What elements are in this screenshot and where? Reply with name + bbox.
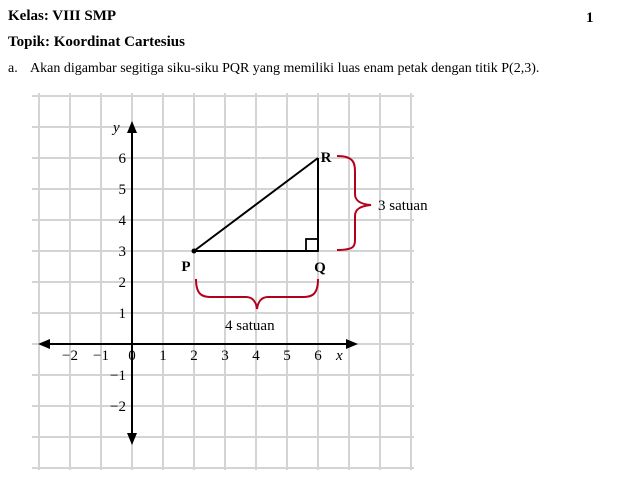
x-tick-label: −2 bbox=[62, 348, 78, 364]
class-label: Kelas: VIII SMP bbox=[8, 8, 117, 24]
vertex-label-r: R bbox=[320, 150, 332, 166]
grid bbox=[32, 93, 414, 470]
vertex-label-p: P bbox=[181, 259, 191, 275]
y-tick-label: 1 bbox=[118, 306, 126, 322]
x-tick-label: 1 bbox=[159, 348, 167, 364]
x-axis-arrow-right bbox=[346, 339, 358, 349]
vertex-label-q: Q bbox=[314, 260, 326, 276]
vertical-measure-label: 3 satuan bbox=[378, 198, 428, 214]
y-tick-label: −1 bbox=[110, 368, 126, 384]
annotations bbox=[196, 156, 428, 334]
point-p bbox=[192, 249, 197, 254]
topic-label: Topik: Koordinat Cartesius bbox=[8, 34, 185, 50]
y-tick-label: 6 bbox=[118, 151, 126, 167]
y-tick-label: −2 bbox=[110, 399, 126, 415]
x-tick-label: 6 bbox=[314, 348, 322, 364]
horizontal-measure-label: 4 satuan bbox=[225, 318, 275, 334]
x-axis-label: x bbox=[336, 348, 343, 364]
x-tick-label: 4 bbox=[252, 348, 260, 364]
y-axis-label: y bbox=[113, 120, 120, 136]
y-axis-arrow-down bbox=[127, 433, 137, 445]
y-tick-label: 5 bbox=[118, 182, 126, 198]
question-text: Akan digambar segitiga siku-siku PQR yang memiliki luas enam petak dengan titik P(2,3). bbox=[30, 61, 540, 76]
y-tick-label: 3 bbox=[118, 244, 126, 260]
x-tick-label: 0 bbox=[128, 348, 136, 364]
x-tick-label: −1 bbox=[93, 348, 109, 364]
right-angle-marker bbox=[306, 239, 318, 251]
question-number: a. bbox=[8, 61, 18, 76]
y-tick-label: 4 bbox=[118, 213, 126, 229]
x-tick-label: 5 bbox=[283, 348, 291, 364]
page-number: 1 bbox=[586, 10, 594, 26]
y-tick-label: 2 bbox=[118, 275, 126, 291]
brace-vertical bbox=[337, 156, 371, 250]
x-tick-label: 3 bbox=[221, 348, 229, 364]
x-tick-label: 2 bbox=[190, 348, 198, 364]
